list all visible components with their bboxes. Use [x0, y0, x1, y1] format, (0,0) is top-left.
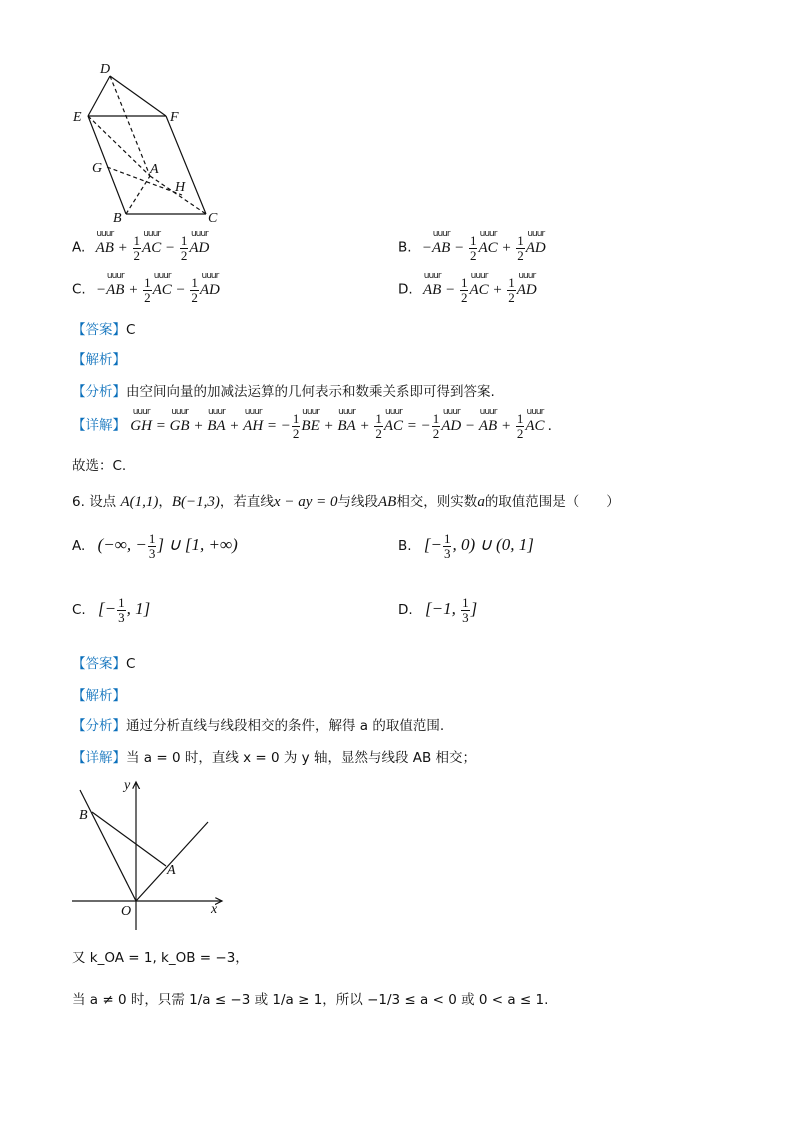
segment-ab: AB: [377, 494, 397, 510]
option-letter: C.: [72, 602, 86, 619]
label-h: H: [175, 180, 186, 195]
q6-jiexi: [72, 684, 126, 704]
q6-option-d: D. [−1, $\frac{1}{3}$ ]: [398, 595, 478, 625]
q6-option-a: A. (−∞, − $\frac{1}{3}$ ] ∪ [1, +∞): [72, 531, 238, 561]
detail-tag: 【详解】: [72, 417, 126, 434]
q6-analysis: [72, 714, 444, 734]
conclusion-text: 故选：C.: [72, 458, 127, 474]
q6-detail: [72, 746, 476, 766]
answer-tag: 【答案】: [72, 322, 126, 338]
q6-final: [72, 988, 548, 1008]
line-equation: x − ay = 0: [273, 494, 338, 510]
jiexi-tag: 【解析】: [72, 688, 126, 704]
label-f: F: [170, 110, 179, 125]
graph-label-y: y: [124, 778, 131, 793]
q6-option-c: C. [− $\frac{1}{3}$ , 1]: [72, 595, 151, 625]
stem-text: 设点: [89, 494, 117, 510]
label-e: E: [73, 110, 82, 125]
q5-option-c: C. −uuur AB + $\frac{1}{2}$ uuur AC − $\frac{1}{2}$ uuur AD: [72, 276, 220, 304]
stem-text: ，若直线: [219, 494, 274, 510]
answer-value: C: [126, 656, 136, 672]
graph-label-o: O: [121, 904, 132, 919]
option-letter: B.: [398, 239, 412, 256]
graph-label-x: x: [211, 902, 218, 917]
analysis-tag: 【分析】: [72, 384, 126, 400]
stem-text: 相交，则实数: [396, 494, 478, 510]
q5-answer: [72, 318, 135, 338]
option-letter: C.: [72, 281, 86, 298]
option-letter: B.: [398, 538, 412, 555]
analysis-tag: 【分析】: [72, 718, 126, 734]
q5-conclusion: [72, 454, 126, 474]
q6-slopes: [72, 946, 249, 966]
analysis-text: 由空间向量的加减法运算的几何表示和数乘关系即可得到答案.: [126, 384, 495, 400]
graph-label-b: B: [79, 808, 88, 823]
detail-text: 当 a = 0 时，直线 x = 0 为 y 轴，显然与线段 AB 相交；: [126, 750, 477, 766]
stem-text: 与线段: [337, 494, 378, 510]
q5-option-b: B. −uuur AB − $\frac{1}{2}$ uuur AC + $\frac{1}{2}$ uuur AD: [398, 234, 546, 262]
prism-figure: [60, 58, 230, 228]
q6-stem: 6. 设点 A(1,1)，B(−1,3)，若直线x − ay = 0与线段AB相交，则实数a的取值范围是（ ）: [72, 494, 620, 510]
question-number: 6.: [72, 494, 85, 510]
option-letter: A.: [72, 239, 86, 256]
answer-value: C: [126, 322, 136, 338]
label-g: G: [92, 161, 103, 176]
q5-jiexi: [72, 348, 126, 368]
variable-a: a: [477, 494, 485, 510]
slopes-text: 又 k_OA = 1, k_OB = −3，: [72, 950, 249, 966]
label-a: A: [150, 162, 159, 177]
analysis-text: 通过分析直线与线段相交的条件，解得 a 的取值范围.: [126, 718, 445, 734]
q6-option-b: B. [− $\frac{1}{3}$ , 0) ∪ (0, 1]: [398, 531, 534, 561]
q5-analysis: [72, 380, 495, 400]
option-letter: A.: [72, 538, 86, 555]
graph-label-a: A: [167, 863, 176, 878]
option-letter: D.: [398, 602, 413, 619]
detail-tag: 【详解】: [72, 750, 126, 766]
q5-option-a: A. uuur AB + $\frac{1}{2}$ uuur AC − $\frac{1}{2}$ uuur AD: [72, 234, 209, 262]
point-b: B(−1,3): [171, 494, 220, 510]
q5-option-d: D. uuur AB − $\frac{1}{2}$ uuur AC + $\frac{1}{2}$ uuur AD: [398, 276, 537, 304]
option-letter: D.: [398, 281, 413, 298]
q6-answer: [72, 652, 135, 672]
final-text: 当 a ≠ 0 时，只需 1/a ≤ −3 或 1/a ≥ 1，所以 −1/3 ≤ a < 0 或 0 < a ≤ 1.: [72, 992, 549, 1008]
label-d: D: [100, 62, 111, 77]
q5-detail: 【详解】 uuur GH = uuur GB + uuur BA + uuur AH = − $\frac{1}{2}$ uuur BE + uuur BA + $\frac{1}{2}$ uuur AC = − $\frac{1}{2}$ uuur AD − uuur AB + $\frac{1}{2}$ uuur AC .: [72, 412, 552, 440]
label-c: C: [208, 211, 218, 226]
answer-tag: 【答案】: [72, 656, 126, 672]
point-a: A(1,1): [120, 494, 159, 510]
jiexi-tag: 【解析】: [72, 352, 126, 368]
stem-text: 的取值范围是（ ）: [484, 494, 620, 510]
label-b: B: [113, 211, 122, 226]
coordinate-graph: [66, 772, 226, 932]
